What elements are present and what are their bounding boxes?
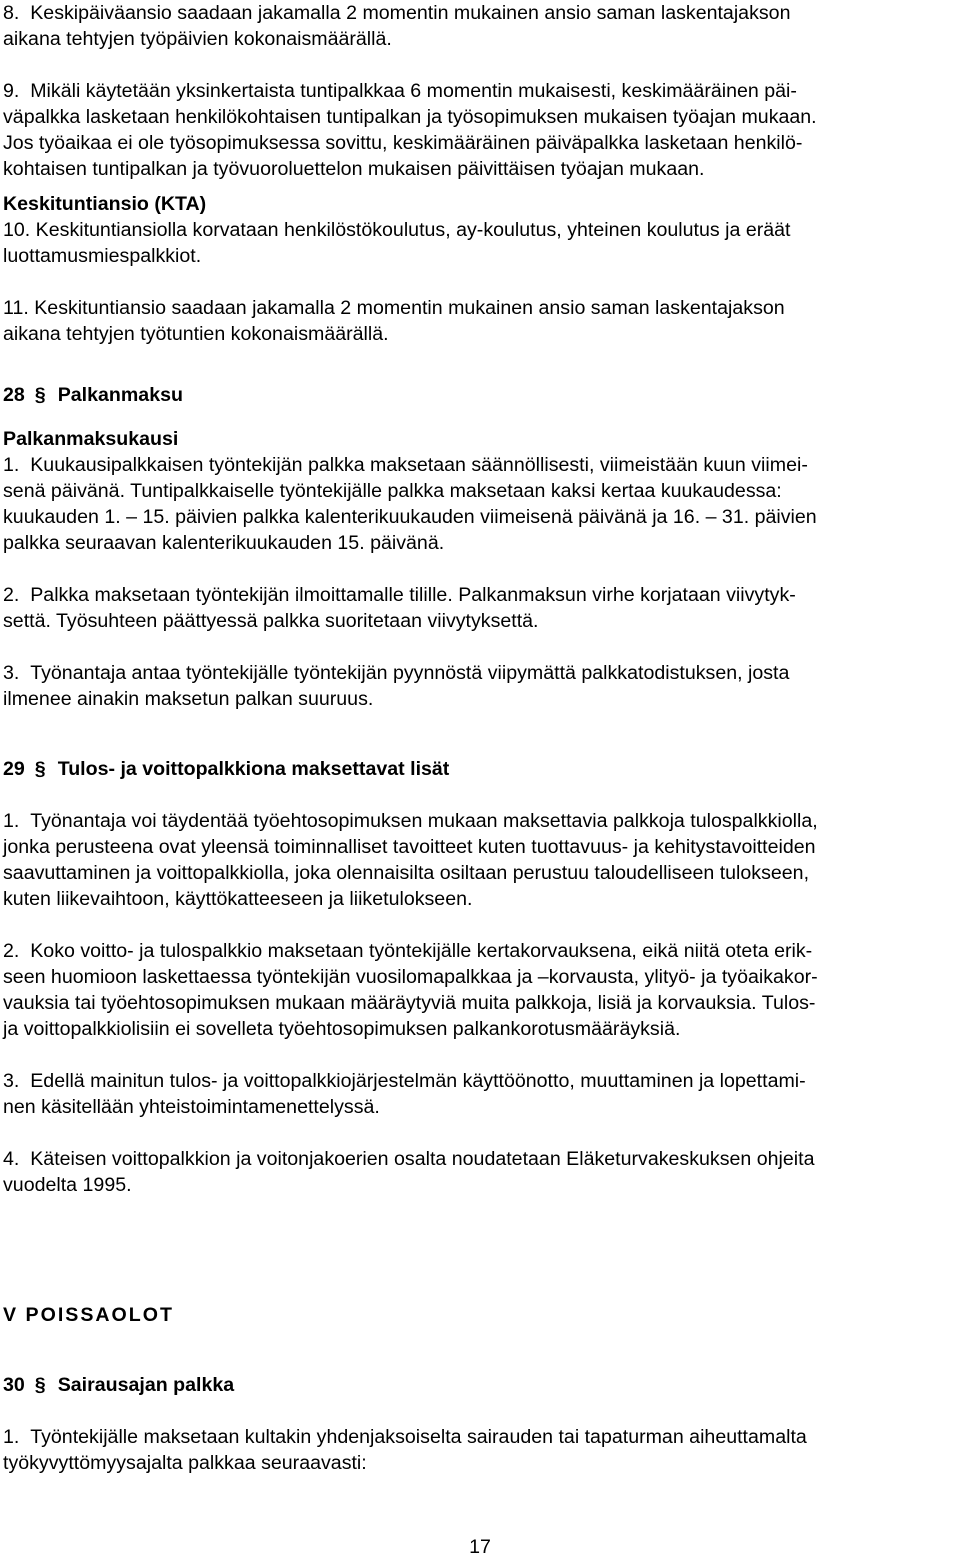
section-title: Sairausajan palkka bbox=[57, 1374, 235, 1396]
section-29-heading bbox=[3, 756, 957, 782]
kta-heading: Keskituntiansio (KTA) bbox=[3, 193, 207, 215]
paragraph-8: 8. Keskipäiväansio saadaan jakamalla 2 momentin mukainen ansio saman laskentajakson aikana tehtyjen työpäivien kokonaismäärällä. bbox=[3, 2, 791, 50]
section-symbol: § bbox=[34, 384, 46, 406]
section-30-paragraph-1: 1. Työntekijälle maksetaan kultakin yhdenjaksoiselta sairauden tai tapaturman aiheuttamalta työkyvyttömyysajalta palkkaa seuraavasti: bbox=[3, 1426, 807, 1474]
section-30-heading bbox=[3, 1372, 957, 1398]
section-28-paragraph-3: 3. Työnantaja antaa työntekijälle työntekijän pyynnöstä viipymättä palkkatodistuksen, josta ilmenee ainakin maksetun palkan suuruus. bbox=[3, 662, 790, 710]
palkanmaksukausi-heading: Palkanmaksukausi bbox=[3, 428, 179, 450]
section-number: 28 bbox=[3, 384, 25, 406]
section-number: 30 bbox=[3, 1374, 25, 1396]
section-29-paragraph-1: 1. Työnantaja voi täydentää työehtosopimuksen mukaan maksettavia palkkoja tulospalkkiolla, jonka perusteena ovat yleensä toiminnalliset tavoitteet kuten tuottavuus- ja kehitystavoitteiden saavuttaminen ja voittopalkkiolla, joka olennaisilta osiltaan perustuu taloudelliseen tulokseen, kuten liikevaihtoon, käyttökatteeseen ja liiketulokseen. bbox=[3, 810, 818, 910]
document-page bbox=[3, 0, 957, 1476]
page-number: 17 bbox=[469, 1536, 491, 1558]
section-symbol: § bbox=[34, 758, 46, 780]
section-29-paragraph-4: 4. Käteisen voittopalkkion ja voitonjakoerien osalta noudatetaan Eläketurvakeskuksen ohjeita vuodelta 1995. bbox=[3, 1148, 815, 1196]
paragraph-10: 10. Keskituntiansiolla korvataan henkilöstökoulutus, ay-koulutus, yhteinen koulutus ja eräät luottamusmiespalkkiot. bbox=[3, 219, 791, 267]
part-5-heading: V POISSAOLOT bbox=[3, 1304, 174, 1326]
section-29-paragraph-2: 2. Koko voitto- ja tulospalkkio maksetaan työntekijälle kertakorvauksena, eikä niitä oteta erik- seen huomioon laskettaessa työntekijän vuosilomapalkkaa ja –korvausta, ylityö- ja työaikakor- vauksia tai työehtosopimuksen mukaan määräytyviä muita palkkoja, lisiä ja korvauksia. Tulos- ja voittopalkkiolisiin ei sovelleta työehtosopimuksen palkankorotusmääräyksiä. bbox=[3, 940, 818, 1040]
section-29-paragraph-3: 3. Edellä mainitun tulos- ja voittopalkkiojärjestelmän käyttöönotto, muuttaminen ja lopettami- nen käsitellään yhteistoimintamenettelyssä. bbox=[3, 1070, 806, 1118]
section-28-heading bbox=[3, 382, 957, 408]
section-title: Tulos- ja voittopalkkiona maksettavat lisät bbox=[57, 758, 450, 780]
section-28-paragraph-1: 1. Kuukausipalkkaisen työntekijän palkka maksetaan säännöllisesti, viimeistään kuun viimei- senä päivänä. Tuntipalkkaiselle työntekijälle palkka maksetaan kaksi kertaa kuukaudessa: kuukauden 1. – 15. päivien palkka kalenterikuukauden viimeisenä päivänä ja 16. – 31. päivien palkka seuraavan kalenterikuukauden 15. päivänä. bbox=[3, 454, 817, 554]
section-number: 29 bbox=[3, 758, 25, 780]
section-28-paragraph-2: 2. Palkka maksetaan työntekijän ilmoittamalle tilille. Palkanmaksun virhe korjataan viivytyk- settä. Työsuhteen päättyessä palkka suoritetaan viivytyksettä. bbox=[3, 584, 796, 632]
paragraph-11: 11. Keskituntiansio saadaan jakamalla 2 momentin mukainen ansio saman laskentajakson aikana tehtyjen työtuntien kokonaismäärällä. bbox=[3, 297, 785, 345]
section-title: Palkanmaksu bbox=[57, 384, 183, 406]
paragraph-9: 9. Mikäli käytetään yksinkertaista tuntipalkkaa 6 momentin mukaisesti, keskimääräinen päi- väpalkka lasketaan henkilökohtaisen tuntipalkan ja työsopimuksen mukaisen työajan mukaan. Jos työaikaa ei ole työsopimuksessa sovittu, keskimääräinen päiväpalkka lasketaan henkilö- kohtaisen tuntipalkan ja työvuoroluettelon mukaisen päivittäisen työajan mukaan. bbox=[3, 80, 817, 180]
section-symbol: § bbox=[34, 1374, 46, 1396]
